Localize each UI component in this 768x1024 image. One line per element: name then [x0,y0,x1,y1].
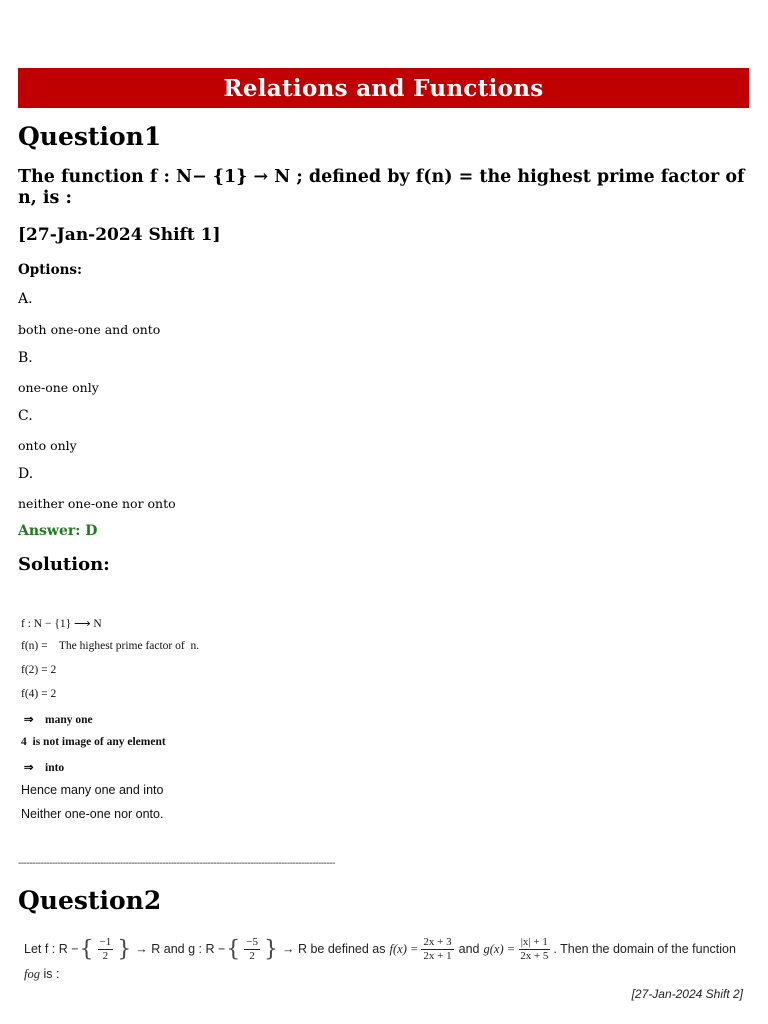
option-c-text: onto only [18,438,77,453]
question2-date: [27-Jan-2024 Shift 2] [631,987,743,1001]
solution-line: f(n) = The highest prime factor of n. [21,640,200,652]
question-separator: ---------------------------------------------------------------------------------------------------------------- [18,858,335,869]
left-brace-icon: { [79,936,94,962]
fraction-denominator: 2 [102,949,109,962]
fraction-numerator: 2x + 3 [423,935,452,948]
q2-let: Let f : R − [24,942,79,956]
option-d-letter: D. [18,466,34,482]
solution-line: f(2) = 2 [21,664,57,676]
option-c-letter: C. [18,408,33,424]
solution-line: Hence many one and into [21,783,164,797]
q2-and: and [458,942,480,956]
solution-heading: Solution: [18,554,110,575]
q2-fx: f(x) = [389,941,419,956]
solution-line: Neither one-one nor onto. [21,807,164,821]
option-a-text: both one-one and onto [18,322,161,337]
solution-line: 4 is not image of any element [21,736,166,748]
fraction-numerator: −5 [246,935,258,948]
question1-text: The function f : N− {1} → N ; defined by f(n) = the highest prime factor of n, is : [18,167,745,208]
option-a-letter: A. [18,291,33,307]
fraction-denominator: 2x + 5 [520,949,549,962]
solution-line: f(4) = 2 [21,688,57,700]
solution-line: ⇒ into [21,762,65,774]
right-brace-icon: } [117,936,132,962]
q2-tail: . Then the domain of the function [553,942,736,956]
solution-line: ⇒ many one [21,714,93,726]
left-brace-icon: { [226,936,241,962]
gx-fraction [518,936,550,963]
q2-arrow-g: → R and g : R − [135,942,226,956]
question1-date: [27-Jan-2024 Shift 1] [18,225,221,245]
g-excluded-fraction [244,936,260,963]
q2-defined: → R be defined as [281,942,386,956]
question2-title: Question2 [18,886,162,915]
fx-fraction [421,936,453,963]
fraction-denominator: 2 [249,949,255,962]
chapter-title: Relations and Functions [223,74,544,102]
fraction-numerator: −1 [99,935,112,948]
fraction-numerator: |x| + 1 [520,935,548,948]
fraction-denominator: 2x + 1 [423,949,452,962]
right-brace-icon: } [263,936,278,962]
options-heading: Options: [18,262,82,278]
question1-title: Question1 [18,122,162,151]
q2-gx: g(x) = [483,941,516,956]
chapter-banner [18,68,749,108]
option-d-text: neither one-one nor onto [18,496,176,511]
option-b-text: one-one only [18,380,99,395]
question2-text [24,934,749,982]
q2-is: is : [39,967,60,981]
option-b-letter: B. [18,350,33,366]
solution-line: f : N − {1} ⟶ N [21,618,102,630]
q2-fog: fog [24,967,40,981]
f-excluded-fraction [98,936,114,963]
answer-label: Answer: D [18,523,98,539]
